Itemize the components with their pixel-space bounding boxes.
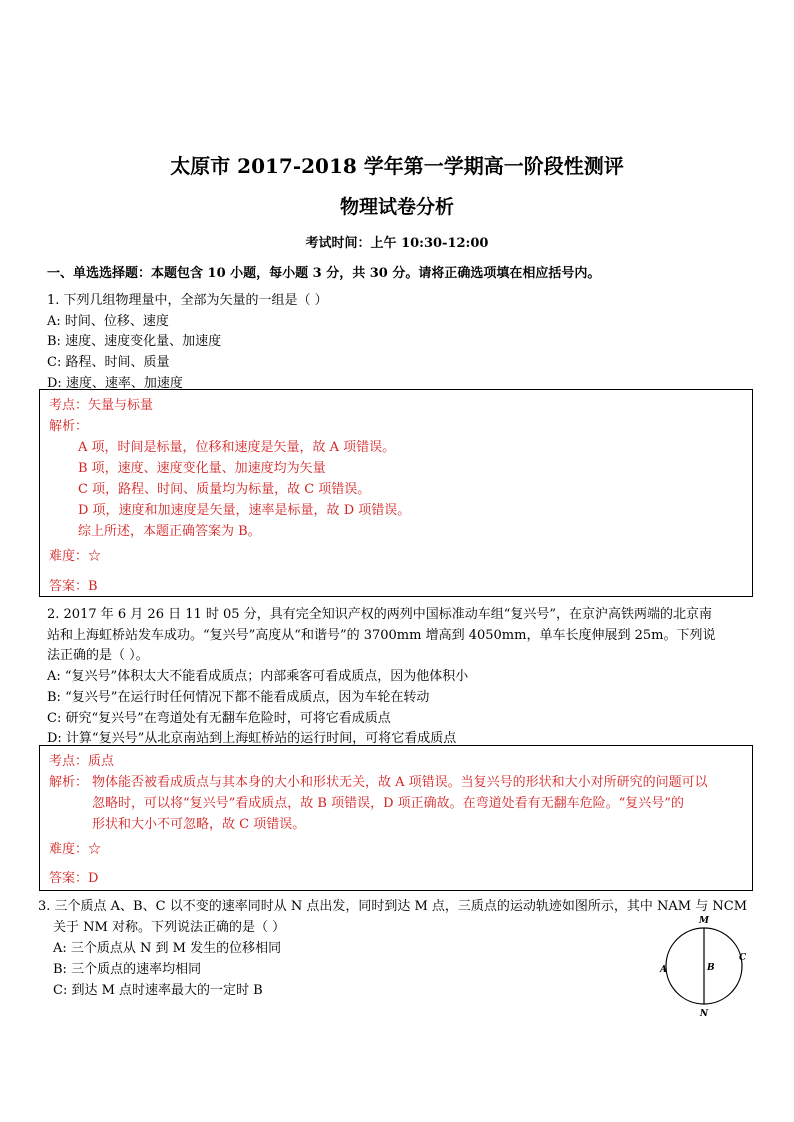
q3-option-b: B: 三个质点的速率均相同: [53, 962, 202, 977]
q2-analysis-label: 解析：: [49, 775, 89, 790]
q1-option-c: C: 路程、时间、质量: [47, 355, 170, 370]
q1-difficulty: [49, 545, 101, 564]
q2-analysis-line: 物体能否被看成质点与其本身的大小和形状无关，故 A 项错误。当复兴号的形状和大小对所研究的问题可以: [92, 775, 708, 790]
label-m: M: [699, 916, 709, 926]
q2-stem-line: 2. 2017 年 6 月 26 日 11 时 05 分，具有完全知识产权的两列中国标准动车组“复兴号”，在京沪高铁两端的北京南: [47, 607, 713, 622]
q2-analysis-line: 忽略时，可以将“复兴号”看成质点，故 B 项错误，D 项正确故。在弯道处看有无翻车危险。“复兴号”的: [92, 796, 684, 811]
q2-difficulty: [49, 838, 101, 857]
q1-option-b: B: 速度、速度变化量、加速度: [47, 334, 222, 349]
label-a: A: [660, 965, 667, 975]
q1-analysis-label: 解析：: [49, 419, 89, 434]
answer-label: 答案：: [49, 579, 89, 594]
q3-stem-line: 关于 NM 对称。下列说法正确的是（ ）: [53, 920, 286, 935]
exam-time: 考试时间：上午 10:30-12:00: [305, 236, 489, 251]
q2-option-b: B: “复兴号”在运行时任何情况下都不能看成质点，因为车轮在转动: [47, 690, 430, 705]
q1-analysis-line: C 项，路程、时间、质量均为标量，故 C 项错误。: [78, 482, 371, 497]
section-heading: 一、单选选择题：本题包含 10 小题，每小题 3 分，共 30 分。请将正确选项填在相应括号内。: [47, 266, 601, 281]
q2-stem-line: 法正确的是（ ）。: [47, 648, 149, 663]
label-n: N: [699, 1009, 709, 1019]
q2-analysis-point: 考点：质点: [49, 754, 115, 769]
page-subtitle: 物理试卷分析: [339, 196, 454, 218]
q2-option-a: A: “复兴号”体积太大不能看成质点；内部乘客可看成质点，因为他体积小: [47, 669, 469, 684]
answer-value: B: [88, 579, 98, 594]
q1-analysis-line: 综上所述，本题正确答案为 B。: [78, 524, 261, 539]
q1-answer: [49, 575, 98, 594]
q1-analysis-line: A 项，时间是标量，位移和速度是矢量，故 A 项错误。: [78, 440, 396, 455]
q1-analysis-line: D 项，速度和加速度是矢量，速率是标量，故 D 项错误。: [78, 503, 411, 518]
q2-analysis-box: [39, 745, 753, 891]
answer-label: 答案：: [49, 871, 89, 886]
q1-analysis-point: 考点：矢量与标量: [49, 398, 154, 413]
answer-value: D: [88, 871, 99, 886]
q2-stem-line: 站和上海虹桥站发车成功。“复兴号”高度从“和谐号”的 3700mm 增高到 4050mm，单车长度伸展到 25m。下列说: [47, 628, 716, 643]
difficulty-star-icon: ☆: [88, 842, 102, 857]
q2-option-c: C: 研究“复兴号”在弯道处有无翻车危险时，可将它看成质点: [47, 711, 391, 726]
q1-stem: 1. 下列几组物理量中，全部为矢量的一组是（ ）: [47, 293, 328, 308]
q1-option-a: A: 时间、位移、速度: [47, 314, 169, 329]
q3-option-a: A: 三个质点从 N 到 M 发生的位移相同: [53, 941, 282, 956]
label-c: C: [739, 953, 746, 963]
q2-analysis-line: 形状和大小不可忽略，故 C 项错误。: [92, 817, 306, 832]
page-title: 太原市 2017-2018 学年第一学期高一阶段性测评: [170, 154, 624, 178]
q1-analysis-line: B 项，速度、速度变化量、加速度均为矢量: [78, 461, 326, 476]
difficulty-label: 难度：: [49, 549, 89, 564]
q3-stem-line: 3. 三个质点 A、B、C 以不变的速率同时从 N 点出发，同时到达 M 点，三质点的运动轨迹如图所示，其中 NAM 与 NCM: [38, 899, 748, 914]
q2-answer: [49, 867, 98, 886]
q3-option-c: C: 到达 M 点时速率最大的一定时 B: [53, 983, 263, 998]
q2-option-d: D: 计算“复兴号”从北京南站到上海虹桥站的运行时间，可将它看成质点: [47, 731, 457, 746]
q1-option-d: D: 速度、速率、加速度: [47, 376, 183, 391]
difficulty-label: 难度：: [49, 842, 89, 857]
q1-analysis-box: [39, 389, 753, 597]
label-b: B: [707, 963, 715, 973]
trajectory-diagram: [654, 910, 746, 1022]
difficulty-star-icon: ☆: [88, 549, 102, 564]
